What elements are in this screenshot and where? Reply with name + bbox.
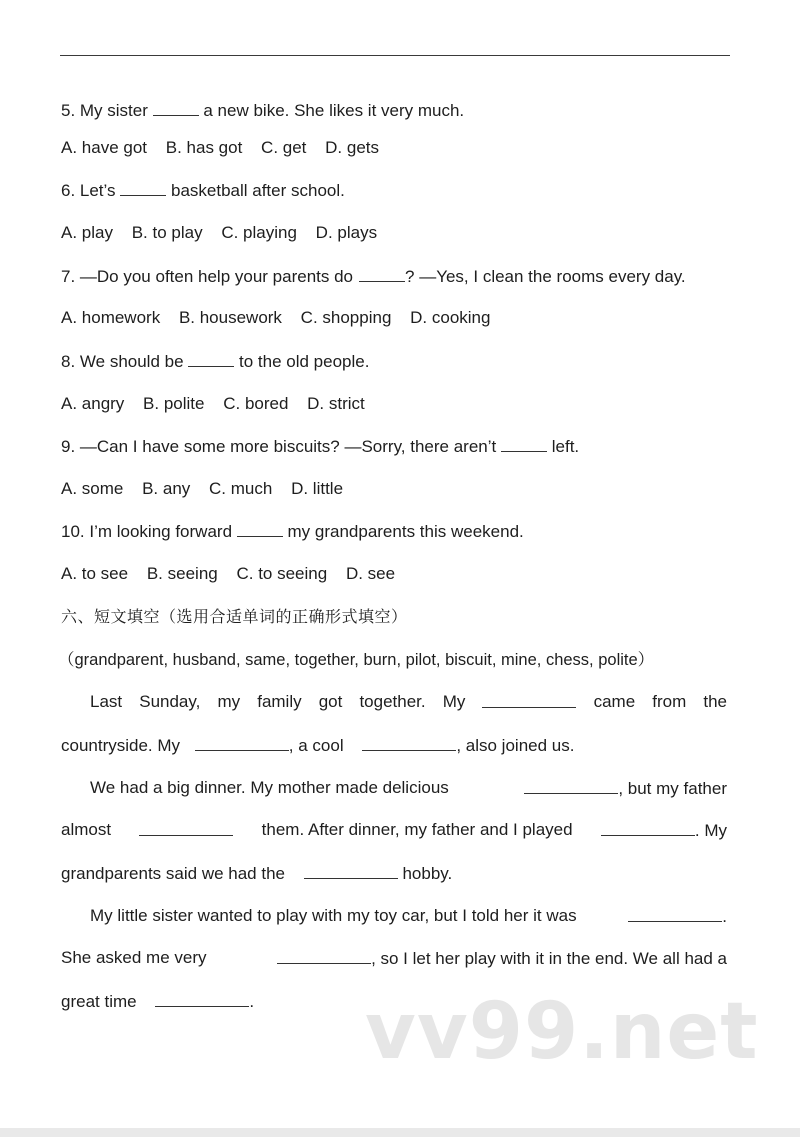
- option-c: C. shopping: [300, 308, 392, 327]
- question-10-stem: 10. I’m looking forward my grandparents this weekend.: [61, 522, 524, 541]
- answer-blank: [120, 179, 166, 196]
- option-d: D. gets: [325, 138, 379, 157]
- question-5-stem: 5. My sister a new bike. She likes it very much.: [61, 101, 465, 120]
- option-c: C. bored: [223, 394, 289, 413]
- answer-blank: [188, 350, 234, 367]
- answer-blank: [482, 691, 576, 708]
- answer-blank: [601, 819, 695, 836]
- option-a: A. angry: [61, 394, 125, 413]
- word-bank: （grandparent, husband, same, together, burn, pilot, biscuit, mine, chess, polite）: [58, 651, 655, 669]
- watermark: vv99.net: [365, 987, 759, 1077]
- option-b: B. any: [142, 479, 191, 498]
- option-c: C. get: [261, 138, 307, 157]
- answer-blank: [277, 947, 371, 964]
- option-d: D. strict: [307, 394, 365, 413]
- answer-blank: [237, 520, 283, 537]
- question-8-options: [61, 393, 379, 415]
- answer-blank: [304, 862, 398, 879]
- option-d: D. little: [291, 479, 344, 498]
- passage-line-7: She asked me very , so I let her play with it in the end. We all had a: [61, 948, 727, 968]
- question-8-stem: 8. We should be to the old people.: [61, 352, 370, 371]
- section-heading: 六、短文填空（选用合适单词的正确形式填空）: [61, 607, 408, 626]
- question-6-options: [61, 222, 391, 244]
- question-7-stem: 7. —Do you often help your parents do ? —Yes, I clean the rooms every day.: [61, 267, 686, 286]
- passage-line-4: almost them. After dinner, my father and I played . My: [61, 820, 727, 840]
- answer-blank: [501, 435, 547, 452]
- question-9-stem: 9. —Can I have some more biscuits? —Sorry, there aren’t left.: [61, 437, 580, 456]
- header-divider: [60, 55, 730, 56]
- passage-line-1: Last Sunday, my family got together. My came from the: [90, 692, 727, 711]
- option-b: B. has got: [165, 138, 243, 157]
- option-c: C. to seeing: [236, 564, 328, 583]
- question-6-stem: 6. Let’s basketball after school.: [61, 181, 345, 200]
- answer-blank: [139, 819, 233, 836]
- option-d: D. see: [345, 564, 396, 583]
- question-7-options: [61, 307, 504, 329]
- option-a: A. homework: [61, 308, 161, 327]
- answer-blank: [359, 265, 405, 282]
- passage-line-6: My little sister wanted to play with my toy car, but I told her it was .: [90, 906, 727, 926]
- answer-blank: [362, 734, 456, 751]
- answer-blank: [524, 777, 618, 794]
- option-a: A. play: [61, 223, 113, 242]
- answer-blank: [155, 990, 249, 1007]
- answer-blank: [628, 905, 722, 922]
- option-a: A. have got: [61, 138, 148, 157]
- option-c: C. playing: [221, 223, 297, 242]
- option-d: D. plays: [315, 223, 378, 242]
- question-9-options: [61, 478, 357, 500]
- passage-line-8: great time .: [61, 992, 255, 1011]
- option-a: A. some: [61, 479, 124, 498]
- question-10-options: [61, 563, 409, 585]
- passage-line-5: grandparents said we had the hobby.: [61, 864, 453, 883]
- option-b: B. to play: [131, 223, 203, 242]
- page-bottom-edge: [0, 1128, 800, 1137]
- option-c: C. much: [209, 479, 273, 498]
- option-a: A. to see: [61, 564, 129, 583]
- question-5-options: [61, 137, 393, 159]
- option-d: D. cooking: [410, 308, 491, 327]
- answer-blank: [195, 734, 289, 751]
- option-b: B. housework: [178, 308, 282, 327]
- option-b: B. polite: [143, 394, 205, 413]
- option-b: B. seeing: [146, 564, 218, 583]
- passage-line-3: We had a big dinner. My mother made delicious , but my father: [90, 778, 727, 798]
- answer-blank: [153, 99, 199, 116]
- passage-line-2: countryside. My , a cool , also joined us.: [61, 736, 575, 755]
